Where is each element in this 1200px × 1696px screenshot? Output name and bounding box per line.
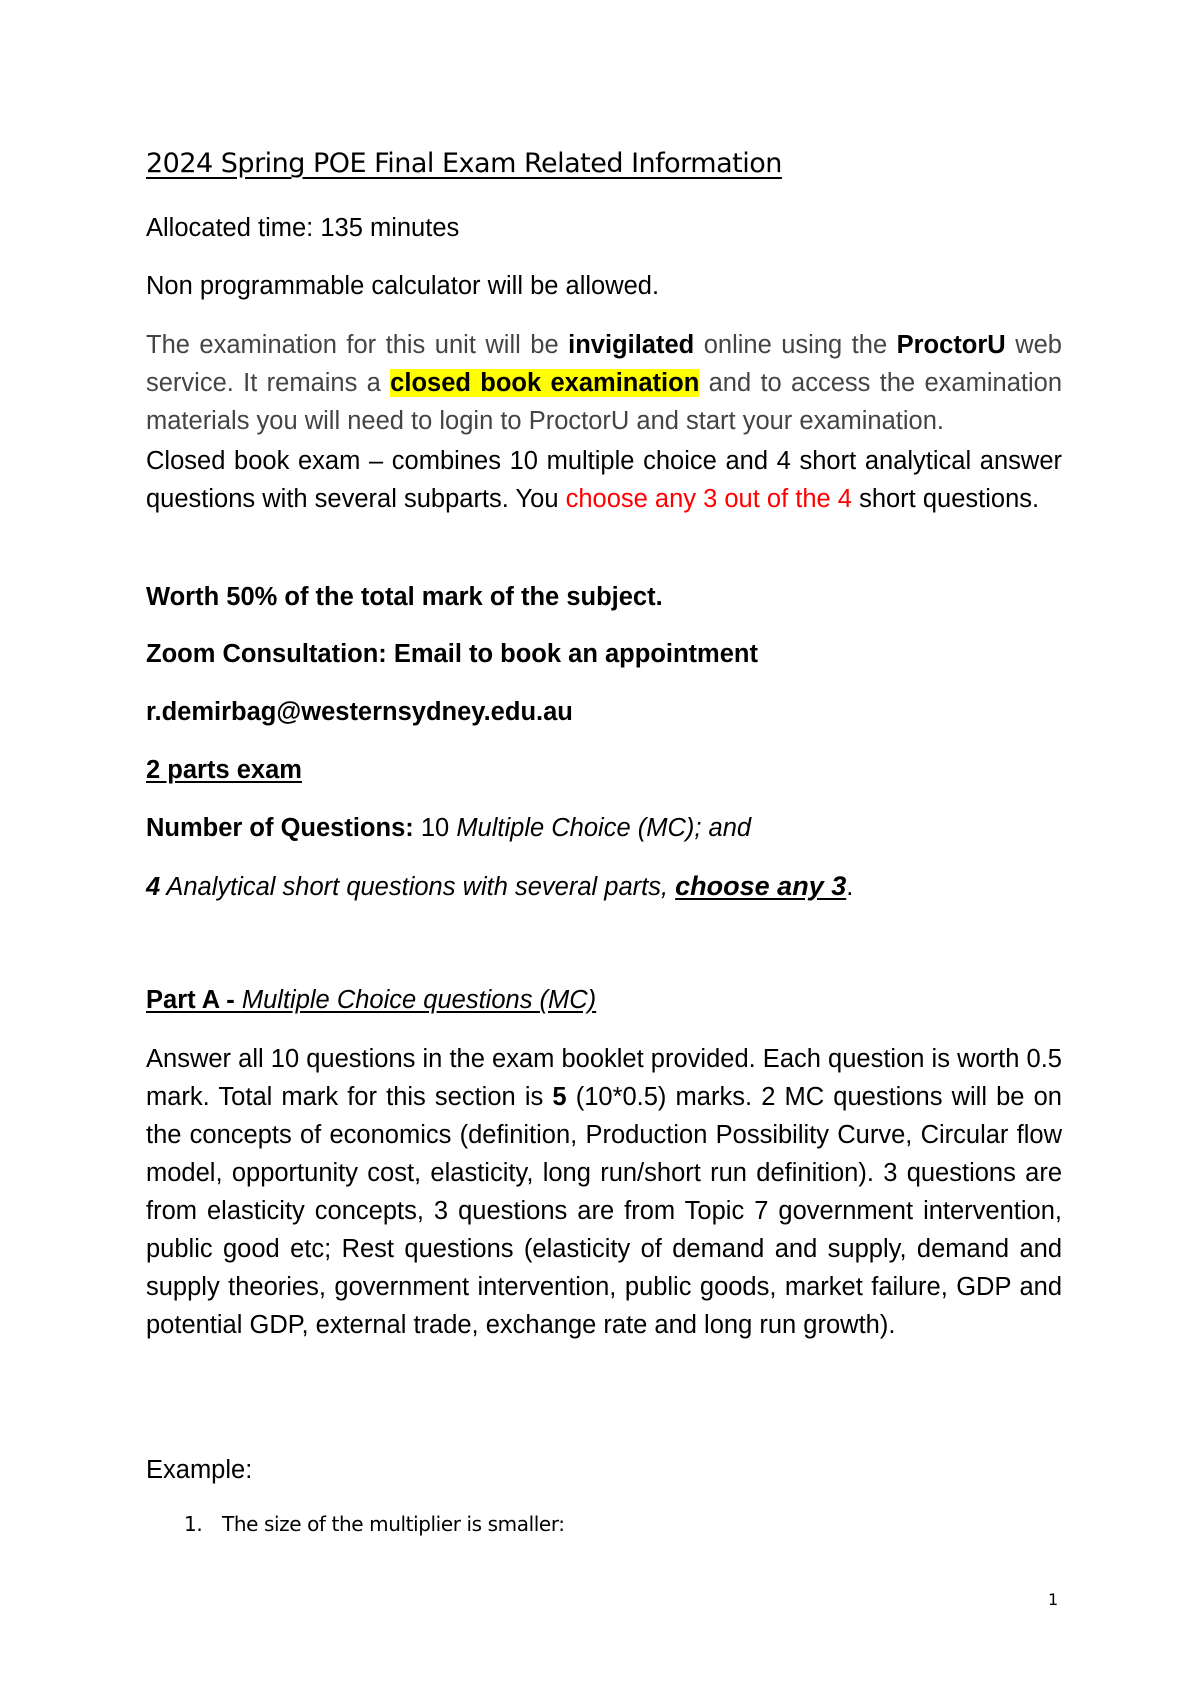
- part-a-text-1: Answer all 10 questions in the exam booklet provided. Each question is worth 0.5 mark. Total mark for this section is: [146, 1045, 1062, 1111]
- example-label: Example:: [146, 1456, 253, 1484]
- part-a-body: [146, 1040, 1062, 1344]
- part-a-name: Multiple Choice questions (MC): [241, 986, 597, 1014]
- zoom-consultation: Zoom Consultation: Email to book an appointment: [146, 640, 758, 668]
- list-item-text: The size of the multiplier is smaller:: [222, 1512, 565, 1536]
- analytical-text: Analytical short questions with several parts,: [160, 873, 676, 901]
- example-list-item: [184, 1512, 565, 1536]
- closed-book-highlight: closed book examination: [390, 369, 700, 397]
- page-number: 1: [1048, 1590, 1059, 1609]
- closed-exam-text-1: Closed book exam – combines 10 multiple choice and 4 short analytical answer questions with several subparts. You: [146, 447, 1062, 513]
- closed-exam-text-2: short questions.: [851, 485, 1040, 513]
- part-a-heading: [146, 986, 596, 1015]
- analytical-number: 4: [146, 873, 161, 901]
- questions-label: Number of Questions:: [146, 814, 414, 842]
- proctor-text-3: web service. It remains a: [146, 331, 1062, 397]
- questions-count: 10: [413, 814, 457, 842]
- parts-heading: 2 parts exam: [146, 756, 302, 784]
- proctor-text-1: The examination for this unit will be: [146, 331, 569, 359]
- proctoru-paragraph: [146, 326, 1062, 440]
- allocated-time: Allocated time: 135 minutes: [146, 214, 460, 242]
- part-a-text-2: (10*0.5) marks. 2 MC questions will be on the concepts of economics (definition, Production Possibility Curve, Circular flow model, opportunity cost, elasticity, long run/short run definition). 3 questions are from elasticity concepts, 3 questions are from Topic 7 government intervention, public good etc; Rest questions (elasticity of demand and supply, demand and supply theories, government intervention, public goods, market failure, GDP and potential GDP, external trade, exchange rate and long run growth).: [146, 1083, 1062, 1339]
- questions-mc: Multiple Choice (MC); and: [456, 814, 752, 842]
- number-of-questions: [146, 814, 751, 843]
- invigilated-word: invigilated: [568, 331, 695, 359]
- worth-statement: Worth 50% of the total mark of the subject.: [146, 583, 663, 611]
- choose-any-3-highlight: choose any 3 out of the 4: [565, 485, 852, 513]
- closed-exam-paragraph: [146, 442, 1062, 518]
- analytical-end: .: [846, 873, 854, 901]
- part-a-five: 5: [552, 1083, 567, 1111]
- contact-email[interactable]: r.demirbag@westernsydney.edu.au: [146, 698, 573, 726]
- list-item-number: 1.: [184, 1512, 203, 1536]
- document-title: 2024 Spring POE Final Exam Related Information: [146, 148, 782, 179]
- calculator-note: Non programmable calculator will be allowed.: [146, 272, 660, 300]
- proctor-text-4: and to access the examination materials you will need to login to ProctorU and start your examination.: [146, 369, 1063, 435]
- part-a-label: Part A -: [146, 986, 242, 1014]
- analytical-questions: [146, 871, 853, 902]
- proctoru-word: ProctorU: [896, 331, 1006, 359]
- proctor-text-2: online using the: [694, 331, 897, 359]
- choose-any-3: choose any 3: [675, 871, 847, 901]
